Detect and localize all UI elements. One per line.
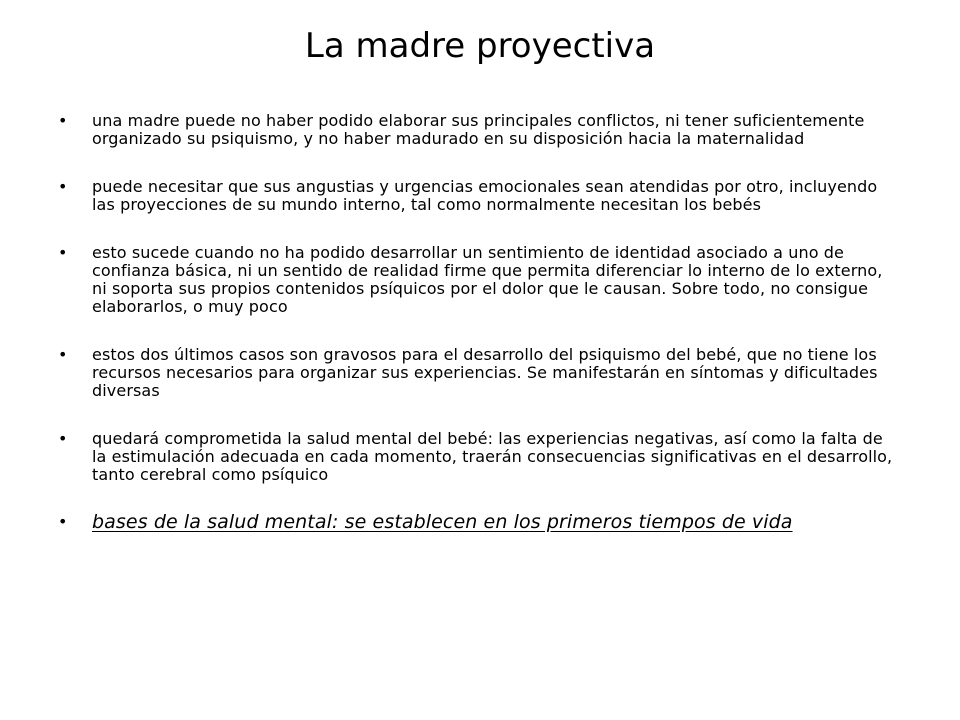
bullet-text: quedará comprometida la salud mental del bebé: las experiencias negativas, así como la falta de la estimulación adecuada en cada momento, traerán consecuencias significativas en el desarrollo, tanto cerebral como psíquico [92, 429, 893, 484]
bullet-text: una madre puede no haber podido elaborar sus principales conflictos, ni tener suficientemente organizado su psiquismo, y no haber madurado en su disposición hacia la maternalidad [92, 111, 865, 148]
bullet-list [58, 112, 898, 564]
slide-title: La madre proyectiva [304, 26, 656, 66]
bullet-dot-icon: • [58, 111, 68, 130]
bullet-item-5 [58, 430, 898, 484]
bullet-text: puede necesitar que sus angustias y urgencias emocionales sean atendidas por otro, incluyendo las proyecciones de su mundo interno, tal como normalmente necesitan los bebés [92, 177, 878, 214]
bullet-dot-icon: • [58, 345, 68, 364]
bullet-dot-icon: • [58, 512, 68, 531]
bullet-dot-icon: • [58, 177, 68, 196]
bullet-text: esto sucede cuando no ha podido desarrollar un sentimiento de identidad asociado a uno de confianza básica, ni un sentido de realidad firme que permita diferenciar lo interno de lo externo, ni soporta sus propios contenidos psíquicos por el dolor que le causan. Sobre todo, no consigue elaborarlos, o muy poco [92, 243, 883, 316]
bullet-dot-icon: • [58, 429, 68, 448]
bullet-item-2 [58, 178, 898, 214]
closing-bullet-text: bases de la salud mental: se establecen en los primeros tiempos de vida [92, 511, 793, 533]
bullet-text: estos dos últimos casos son gravosos para el desarrollo del psiquismo del bebé, que no tiene los recursos necesarios para organizar sus experiencias. Se manifestarán en síntomas y dificultades diversas [92, 345, 878, 400]
bullet-item-4 [58, 346, 898, 400]
bullet-dot-icon: • [58, 243, 68, 262]
bullet-item-3 [58, 244, 898, 316]
bullet-item-closing [58, 510, 898, 534]
bullet-item-1 [58, 112, 898, 148]
